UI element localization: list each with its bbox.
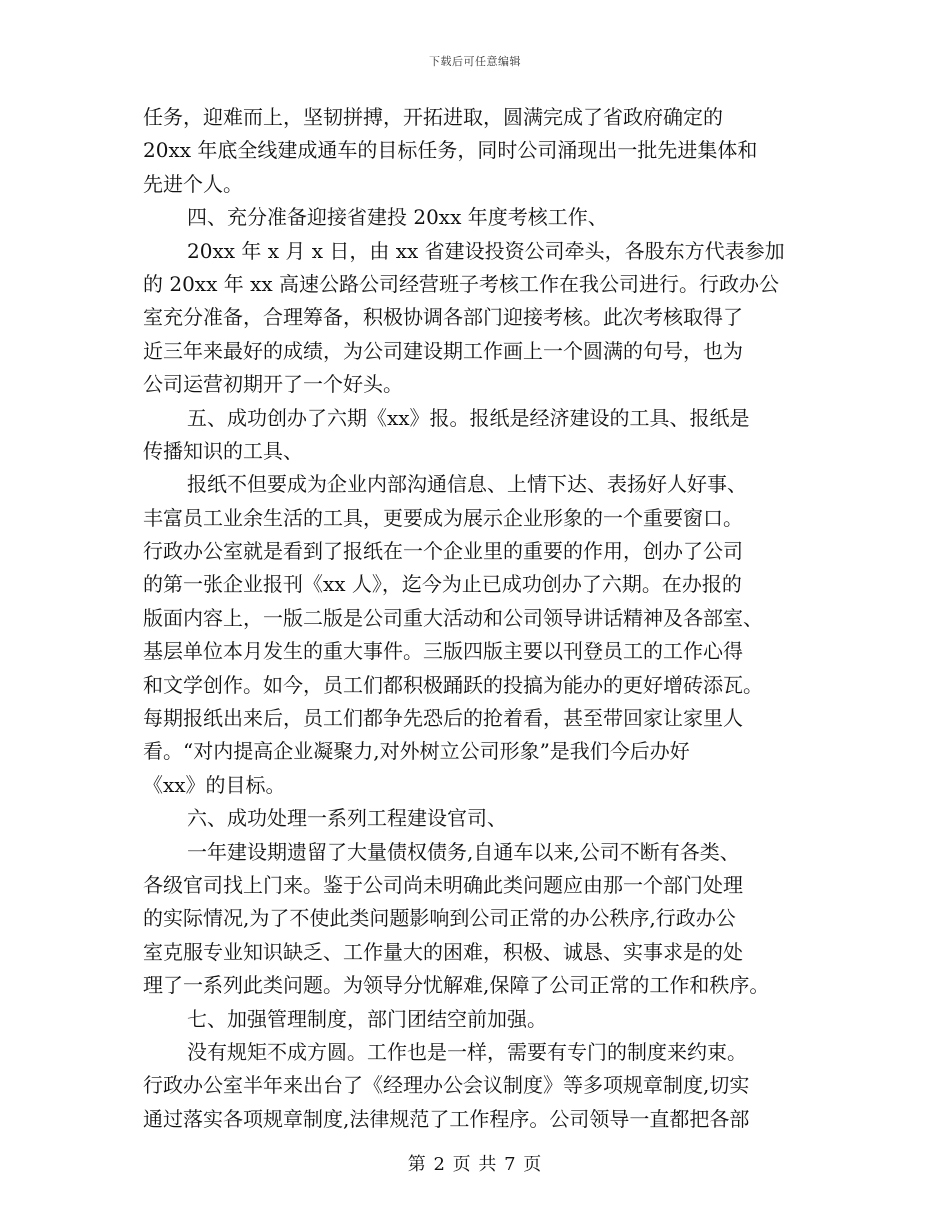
text-line: 行政办公室就是看到了报纸在一个企业里的重要的作用，创办了公司 bbox=[143, 539, 743, 564]
text-line: 20xx 年底全线建成通车的目标任务，同时公司涌现出一批先进集体和 bbox=[143, 138, 758, 163]
text-line: 一年建设期遗留了大量债权债务,自通车以来,公司不断有各类、 bbox=[187, 839, 740, 864]
text-line: 版面内容上，一版二版是公司重大活动和公司领导讲话精神及各部室、 bbox=[143, 605, 763, 630]
text-line: 先进个人。 bbox=[143, 171, 243, 196]
text-line: 基层单位本月发生的重大事件。三版四版主要以刊登员工的工作心得 bbox=[143, 639, 743, 664]
text-line: 报纸不但要成为企业内部沟通信息、上情下达、表扬好人好事、 bbox=[187, 472, 747, 497]
text-line: 没有规矩不成方圆。工作也是一样，需要有专门的制度来约束。 bbox=[187, 1039, 747, 1064]
section-heading: 五、成功创办了六期《xx》报。报纸是经济建设的工具、报纸是 bbox=[187, 405, 750, 430]
text-line: 传播知识的工具、 bbox=[143, 438, 303, 463]
text-line: 公司运营初期开了一个好头。 bbox=[143, 372, 403, 397]
text-line: 的第一张企业报刊《xx 人》，迄今为止已成功创办了六期。在办报的 bbox=[143, 572, 742, 597]
text-line: 每期报纸出来后，员工们都争先恐后的抢着看，甚至带回家让家里人 bbox=[143, 706, 743, 731]
text-line: 各级官司找上门来。鉴于公司尚未明确此类问题应由那一个部门处理 bbox=[143, 872, 743, 897]
text-line: 的 20xx 年 xx 高速公路公司经营班子考核工作在我公司进行。行政办公 bbox=[143, 271, 779, 296]
text-line: 行政办公室半年来出台了《经理办公会议制度》等多项规章制度,切实 bbox=[143, 1073, 750, 1098]
text-line: 和文学创作。如今，员工们都积极踊跃的投搞为能办的更好增砖添瓦。 bbox=[143, 672, 763, 697]
text-line: 丰富员工业余生活的工具，更要成为展示企业形象的一个重要窗口。 bbox=[143, 505, 743, 530]
text-line: 室充分准备，合理筹备，积极协调各部门迎接考核。此次考核取得了 bbox=[143, 305, 743, 330]
text-line: 近三年来最好的成绩，为公司建设期工作画上一个圆满的句号，也为 bbox=[143, 338, 743, 363]
text-line: 通过落实各项规章制度,法律规范了工作程序。公司领导一直都把各部 bbox=[143, 1106, 750, 1131]
page-header-note: 下载后可任意编辑 bbox=[429, 55, 521, 68]
text-line: 理了一系列此类问题。为领导分忧解难,保障了公司正常的工作和秩序。 bbox=[143, 973, 770, 998]
text-line: 20xx 年 x 月 x 日，由 xx 省建设投资公司牵头，各股东方代表参加 bbox=[187, 238, 785, 263]
section-heading: 六、成功处理一系列工程建设官司、 bbox=[187, 806, 507, 831]
page-number-footer: 第 2 页 共 7 页 bbox=[407, 1154, 543, 1175]
section-heading: 七、加强管理制度，部门团结空前加强。 bbox=[187, 1006, 547, 1031]
text-line: 的实际情况,为了不使此类问题影响到公司正常的办公秩序,行政办公 bbox=[143, 906, 736, 931]
text-line: 室克服专业知识缺乏、工作量大的困难，积极、诚恳、实事求是的处 bbox=[143, 939, 743, 964]
document-body bbox=[143, 101, 823, 1136]
text-line: 任务，迎难而上，坚韧拼搏，开拓进取，圆满完成了省政府确定的 bbox=[143, 105, 723, 129]
text-line: 看。“对内提高企业凝聚力,对外树立公司形象”是我们今后办好 bbox=[143, 739, 690, 764]
text-line: 《xx》的目标。 bbox=[143, 772, 286, 797]
section-heading: 四、充分准备迎接省建投 20xx 年度考核工作、 bbox=[187, 205, 608, 230]
